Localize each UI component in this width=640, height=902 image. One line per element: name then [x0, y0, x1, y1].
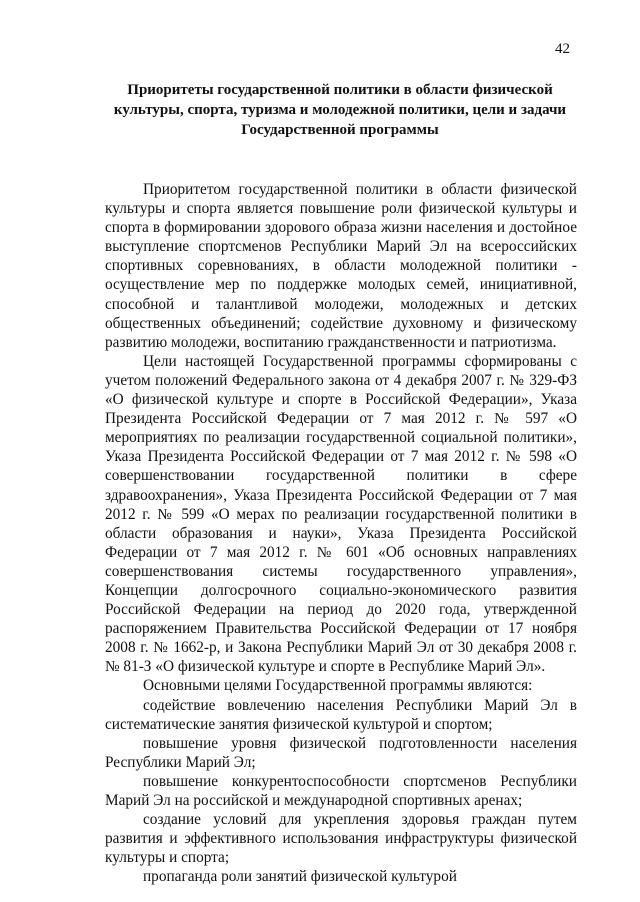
- goal-item-fitness-level: повышение уровня физической подготовленности населения Республики Марий Эл;: [105, 734, 577, 771]
- paragraph-main-goals-intro: Основными целями Государственной программы являются:: [143, 677, 533, 695]
- goal-item-competitiveness: повышение конкурентоспособности спортсменов Республики Марий Эл на российской и международной спортивных аренах;: [105, 772, 577, 809]
- page-number: 42: [555, 41, 570, 57]
- paragraph-goals-basis: Цели настоящей Государственной программы сформированы с учетом положений Федерального закона от 4 декабря 2007 г. № 329-ФЗ «О физической культуре и спорте в Российской Федерации», Указа Президента Российской Федерации от 7 мая 2012 г. № 597 «О мероприятиях по реализации государственной социальной политики», Указа Президента Российской Федерации от 7 мая 2012 г. № 598 «О совершенствовании государственной политики в сфере здравоохранения», Указа Президента Российской Федерации от 7 мая 2012 г. № 599 «О мерах по реализации государственной политики в области образования и науки», Указа Президента Российской Федерации от 7 мая 2012 г. № 601 «Об основных направлениях совершенствования системы государственного управления», Концепции долгосрочного социально-экономического развития Российской Федерации на период до 2020 года, утвержденной распоряжением Правительства Российской Федерации от 17 ноября 2008 г. № 1662-р, и Закона Республики Марий Эл от 30 декабря 2008 г. № 81-З «О физической культуре и спорте в Республике Марий Эл».: [105, 352, 577, 676]
- goal-item-involvement: содействие вовлечению населения Республики Марий Эл в систематические занятия физической культурой и спортом;: [105, 696, 577, 733]
- goal-item-infrastructure: создание условий для укрепления здоровья граждан путем развития и эффективного использования инфраструктуры физической культуры и спорта;: [105, 811, 577, 867]
- section-title: Приоритеты государственной политики в области физической культуры, спорта, туризма и молодежной политики, цели и задачи Государственной программы: [113, 82, 567, 138]
- paragraph-priority: Приоритетом государственной политики в области физической культуры и спорта является повышение роли физической культуры и спорта в формировании здорового образа жизни населения и достойное выступление спортсменов Республики Марий Эл на всероссийских спортивных соревнованиях, в области молодежной политики - осуществление мер по поддержке молодых семей, инициативной, способной и талантливой молодежи, молодежных и детских общественных объединений; содействие духовному и физическому развитию молодежи, воспитанию гражданственности и патриотизма.: [105, 181, 577, 351]
- goal-item-promotion: пропаганда роли занятий физической культурой: [143, 868, 457, 886]
- document-body: [105, 180, 577, 886]
